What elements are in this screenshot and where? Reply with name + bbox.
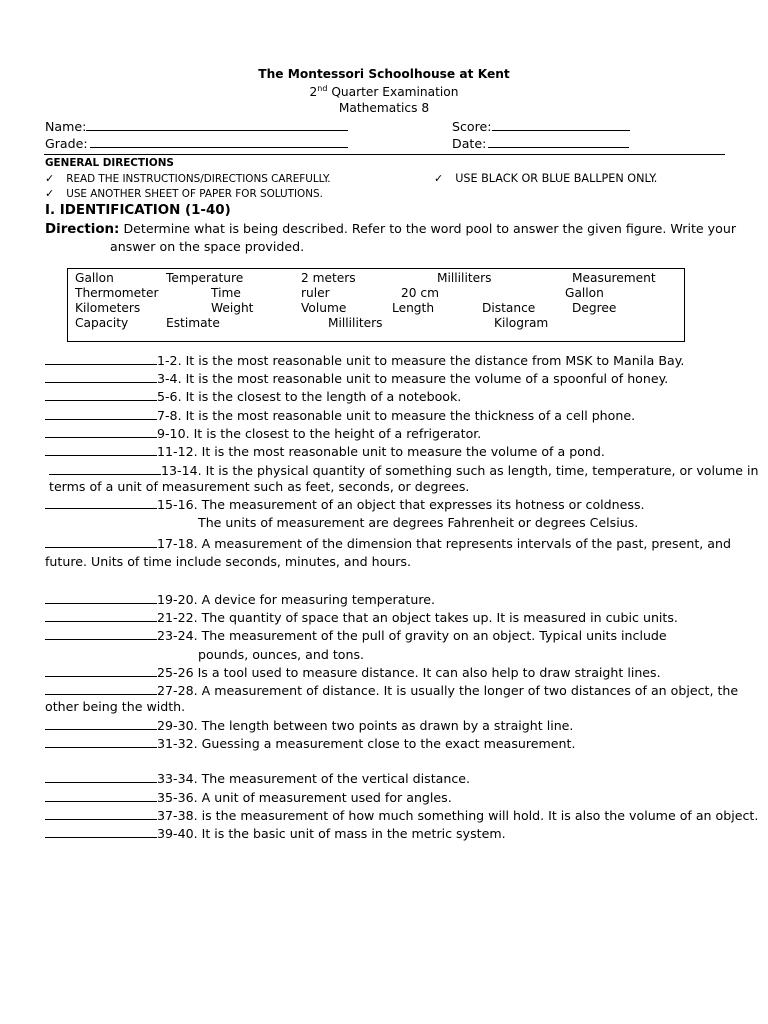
direction-item: ✓ USE ANOTHER SHEET OF PAPER FOR SOLUTIONS. <box>45 187 323 200</box>
check-icon: ✓ <box>45 172 55 185</box>
answer-blank[interactable] <box>45 592 157 604</box>
direction-item: ✓ USE BLACK OR BLUE BALLPEN ONLY. <box>434 172 658 185</box>
answer-blank[interactable] <box>45 444 157 456</box>
question-continuation: future. Units of time include seconds, minutes, and hours. <box>45 554 411 569</box>
word-pool-item: Capacity <box>75 316 129 330</box>
answer-blank[interactable] <box>45 683 157 695</box>
answer-blank[interactable] <box>45 771 157 783</box>
question-item: 39-40. It is the basic unit of mass in the metric system. <box>45 826 506 841</box>
direction-item: ✓ READ THE INSTRUCTIONS/DIRECTIONS CAREFULLY. <box>45 172 331 185</box>
answer-blank[interactable] <box>45 808 157 820</box>
answer-blank[interactable] <box>45 610 157 622</box>
answer-blank[interactable] <box>45 826 157 838</box>
word-pool-item: Temperature <box>166 271 244 285</box>
answer-blank[interactable] <box>45 371 157 383</box>
question-item: 23-24. The measurement of the pull of gravity on an object. Typical units include <box>45 628 667 643</box>
question-item: 35-36. A unit of measurement used for angles. <box>45 790 452 805</box>
word-pool-item: Thermometer <box>75 286 159 300</box>
question-item: 17-18. A measurement of the dimension that represents intervals of the past, present, and <box>45 536 731 551</box>
exam-title: 2nd Quarter Examination <box>309 84 459 100</box>
answer-blank[interactable] <box>45 736 157 748</box>
date-field[interactable]: Date: <box>452 135 629 151</box>
answer-blank[interactable] <box>45 718 157 730</box>
subject-title: Mathematics 8 <box>338 101 430 115</box>
answer-blank[interactable] <box>45 665 157 677</box>
check-icon: ✓ <box>434 172 444 185</box>
name-field[interactable]: Name: <box>45 118 348 134</box>
question-item: 13-14. It is the physical quantity of something such as length, time, temperature, or volume in <box>49 463 758 478</box>
word-pool-item: ruler <box>301 286 330 300</box>
question-item: 31-32. Guessing a measurement close to the exact measurement. <box>45 736 575 751</box>
word-pool-item: Gallon <box>565 286 604 300</box>
word-pool-item: Length <box>392 301 435 315</box>
answer-blank[interactable] <box>49 463 161 475</box>
question-continuation: pounds, ounces, and tons. <box>198 647 365 662</box>
answer-blank[interactable] <box>45 353 157 365</box>
word-pool-item: Distance <box>482 301 536 315</box>
question-item: 25-26 Is a tool used to measure distance. It can also help to draw straight lines. <box>45 665 661 680</box>
question-item: 9-10. It is the closest to the height of a refrigerator. <box>45 426 481 441</box>
grade-field[interactable]: Grade: <box>45 135 348 151</box>
question-item: 33-34. The measurement of the vertical distance. <box>45 771 470 786</box>
word-pool-item: Weight <box>211 301 254 315</box>
question-continuation: terms of a unit of measurement such as feet, seconds, or degrees. <box>49 479 470 494</box>
word-pool-item: Estimate <box>166 316 220 330</box>
word-pool-item: Milliliters <box>328 316 383 330</box>
word-pool-item: Measurement <box>572 271 656 285</box>
check-icon: ✓ <box>45 187 55 200</box>
answer-blank[interactable] <box>45 628 157 640</box>
question-item: 11-12. It is the most reasonable unit to measure the volume of a pond. <box>45 444 605 459</box>
school-name: The Montessori Schoolhouse at Kent <box>258 67 510 81</box>
score-field[interactable]: Score: <box>452 118 630 134</box>
question-item: 29-30. The length between two points as drawn by a straight line. <box>45 718 573 733</box>
question-item: 1-2. It is the most reasonable unit to measure the distance from MSK to Manila Bay. <box>45 353 684 368</box>
word-pool-item: Degree <box>572 301 617 315</box>
word-pool-item: Volume <box>301 301 347 315</box>
word-pool-item: Time <box>211 286 241 300</box>
word-pool-item: 20 cm <box>401 286 439 300</box>
question-item: 5-6. It is the closest to the length of a notebook. <box>45 389 461 404</box>
answer-blank[interactable] <box>45 536 157 548</box>
word-pool-item: Gallon <box>75 271 114 285</box>
direction-line: Direction: Determine what is being described. Refer to the word pool to answer the given figure. Write your <box>45 221 736 237</box>
section-title: I. IDENTIFICATION (1-40) <box>45 203 231 218</box>
question-continuation: other being the width. <box>45 699 186 714</box>
direction-line-2: answer on the space provided. <box>110 239 305 254</box>
question-item: 7-8. It is the most reasonable unit to measure the thickness of a cell phone. <box>45 408 635 423</box>
word-pool-item: Kilogram <box>494 316 549 330</box>
question-item: 19-20. A device for measuring temperature. <box>45 592 435 607</box>
word-pool-item: Kilometers <box>75 301 141 315</box>
answer-blank[interactable] <box>45 389 157 401</box>
question-item: 37-38. is the measurement of how much something will hold. It is also the volume of an object. <box>45 808 758 823</box>
answer-blank[interactable] <box>45 426 157 438</box>
question-item: 21-22. The quantity of space that an object takes up. It is measured in cubic units. <box>45 610 678 625</box>
header-divider <box>44 154 725 155</box>
word-pool-item: Milliliters <box>437 271 492 285</box>
word-pool-item: 2 meters <box>301 271 356 285</box>
answer-blank[interactable] <box>45 408 157 420</box>
answer-blank[interactable] <box>45 497 157 509</box>
question-item: 3-4. It is the most reasonable unit to measure the volume of a spoonful of honey. <box>45 371 668 386</box>
question-item: 27-28. A measurement of distance. It is usually the longer of two distances of an object, the <box>45 683 738 698</box>
question-continuation: The units of measurement are degrees Fahrenheit or degrees Celsius. <box>198 515 639 530</box>
question-item: 15-16. The measurement of an object that expresses its hotness or coldness. <box>45 497 645 512</box>
answer-blank[interactable] <box>45 790 157 802</box>
general-directions-title: GENERAL DIRECTIONS <box>45 157 174 169</box>
